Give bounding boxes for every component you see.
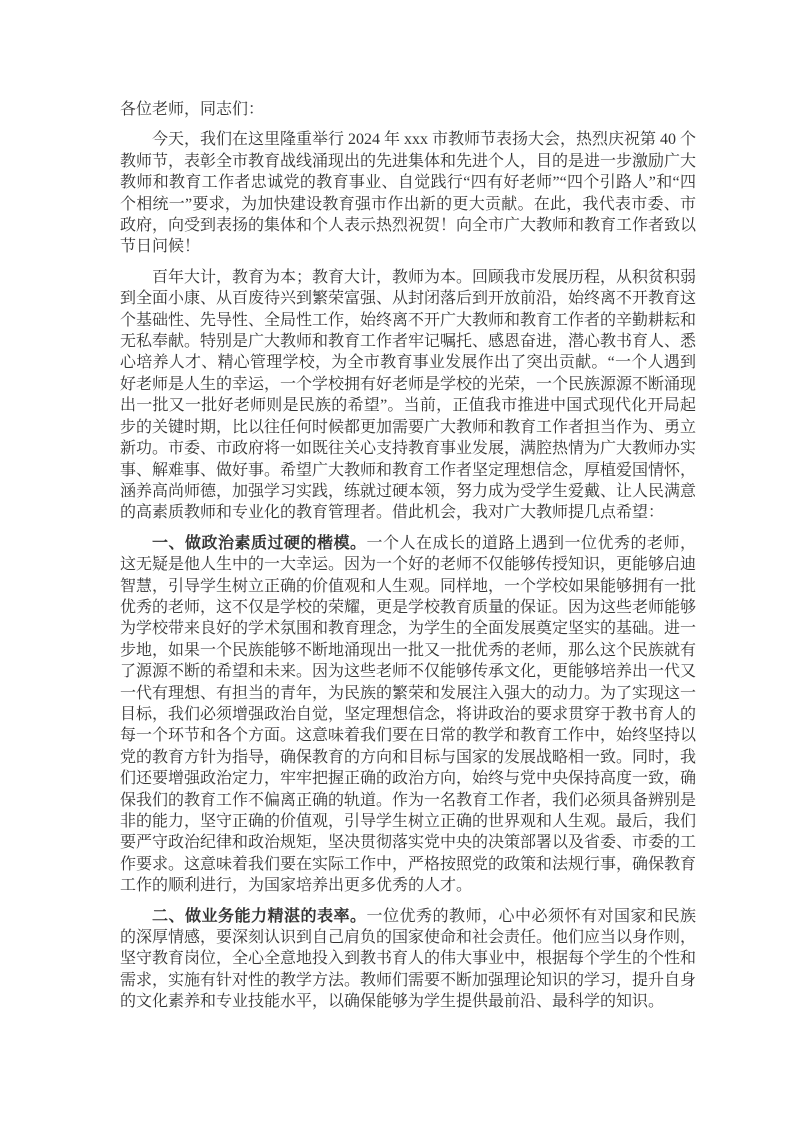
paragraph-lead-bold: 二、做业务能力精湛的表率。 xyxy=(152,907,367,925)
paragraph-hope-2 xyxy=(120,906,696,1013)
paragraph-review xyxy=(120,267,696,524)
salutation xyxy=(120,99,696,120)
paragraph-text: 各位老师，同志们： xyxy=(120,101,265,118)
paragraph-text: 今天，我们在这里隆重举行 2024 年 xxx 市教师节表扬大会，热烈庆祝第 40 个教师节，表彰全市教育战线涌现出的先进集体和先进个人，目的是进一步激励广大教师和教育工作者忠诚党的教育事业、自觉践行“四有好老师”“四个引路人”和“四个相统一”要求，为加快建设教育强市作出新的更大贡献。在此，我代表市委、市政府，向受到表扬的集体和个人表示热烈祝贺！向全市广大教师和教育工作者致以节日问候！ xyxy=(120,131,697,256)
paragraph-text: 百年大计，教育为本；教育大计，教师为本。回顾我市发展历程，从积贫积弱到全面小康、从百废待兴到繁荣富强、从封闭落后到开放前沿，始终离不开教育这个基础性、先导性、全局性工作，始终离不开广大教师和教育工作者的辛勤耕耘和无私奉献。特别是广大教师和教育工作者牢记嘱托、感恩奋进，潜心教书育人、悉心培养人才、精心管理学校，为全市教育事业发展作出了突出贡献。“一个人遇到好老师是人生的幸运，一个学校拥有好老师是学校的光荣，一个民族源源不断涌现出一批又一批好老师则是民族的希望”。当前，正值我市推进中国式现代化开局起步的关键时期，比以往任何时候都更加需要广大教师和教育工作者担当作为、勇立新功。市委、市政府将一如既往关心支持教育事业发展，满腔热情为广大教师办实事、解难事、做好事。希望广大教师和教育工作者坚定理想信念，厚植爱国情怀，涵养高尚师德，加强学习实践，练就过硬本领，努力成为受学生爱戴、让人民满意的高素质教师和专业化的教育管理者。借此机会，我对广大教师提几点希望： xyxy=(120,268,697,522)
document-content xyxy=(120,99,696,1013)
paragraph-opening xyxy=(120,129,696,257)
paragraph-text: 一个人在成长的道路上遇到一位优秀的老师，这无疑是他人生中的一大幸运。因为一个好的老师不仅能够传授知识，更能够启迪智慧，引导学生树立正确的价值观和人生观。同样地，一个学校如果能够拥有一批优秀的老师，这不仅是学校的荣耀，更是学校教育质量的保证。因为这些老师能够为学校带来良好的学术氛围和教育理念，为学生的全面发展奠定坚实的基础。进一步地，如果一个民族能够不断地涌现出一批又一批优秀的老师，那么这个民族就有了源源不断的希望和未来。因为这些老师不仅能够传承文化，更能够培养出一代又一代有理想、有担当的青年，为民族的繁荣和发展注入强大的动力。为了实现这一目标，我们必须增强政治自觉，坚定理想信念，将讲政治的要求贯穿于教书育人的每一个环节和各个方面。这意味着我们要在日常的教学和教育工作中，始终坚持以党的教育方针为指导，确保教育的方向和目标与国家的发展战略相一致。同时，我们还要增强政治定力，牢牢把握正确的政治方向，始终与党中央保持高度一致，确保我们的教育工作不偏离正确的轨道。作为一名教育工作者，我们必须具备辨别是非的能力，坚守正确的价值观，引导学生树立正确的世界观和人生观。最后，我们要严守政治纪律和政治规矩，坚决贯彻落实党中央的决策部署以及省委、市委的工作要求。这意味着我们要在实际工作中，严格按照党的政策和法规行事，确保教育工作的顺利进行，为国家培养出更多优秀的人才。 xyxy=(120,534,697,895)
paragraph-text: 一位优秀的教师，心中必须怀有对国家和民族的深厚情感，要深刻认识到自己肩负的国家使命和社会责任。他们应当以身作则，坚守教育岗位，全心全意地投入到教书育人的伟大事业中，根据每个学生的个性和需求，实施有针对性的教学方法。教师们需要不断加强理论知识的学习，提升自身的文化素养和专业技能水平，以确保能够为学生提供最前沿、最科学的知识。 xyxy=(120,907,697,1011)
paragraph-hope-1 xyxy=(120,533,696,897)
paragraph-lead-bold: 一、做政治素质过硬的楷模。 xyxy=(152,534,367,552)
